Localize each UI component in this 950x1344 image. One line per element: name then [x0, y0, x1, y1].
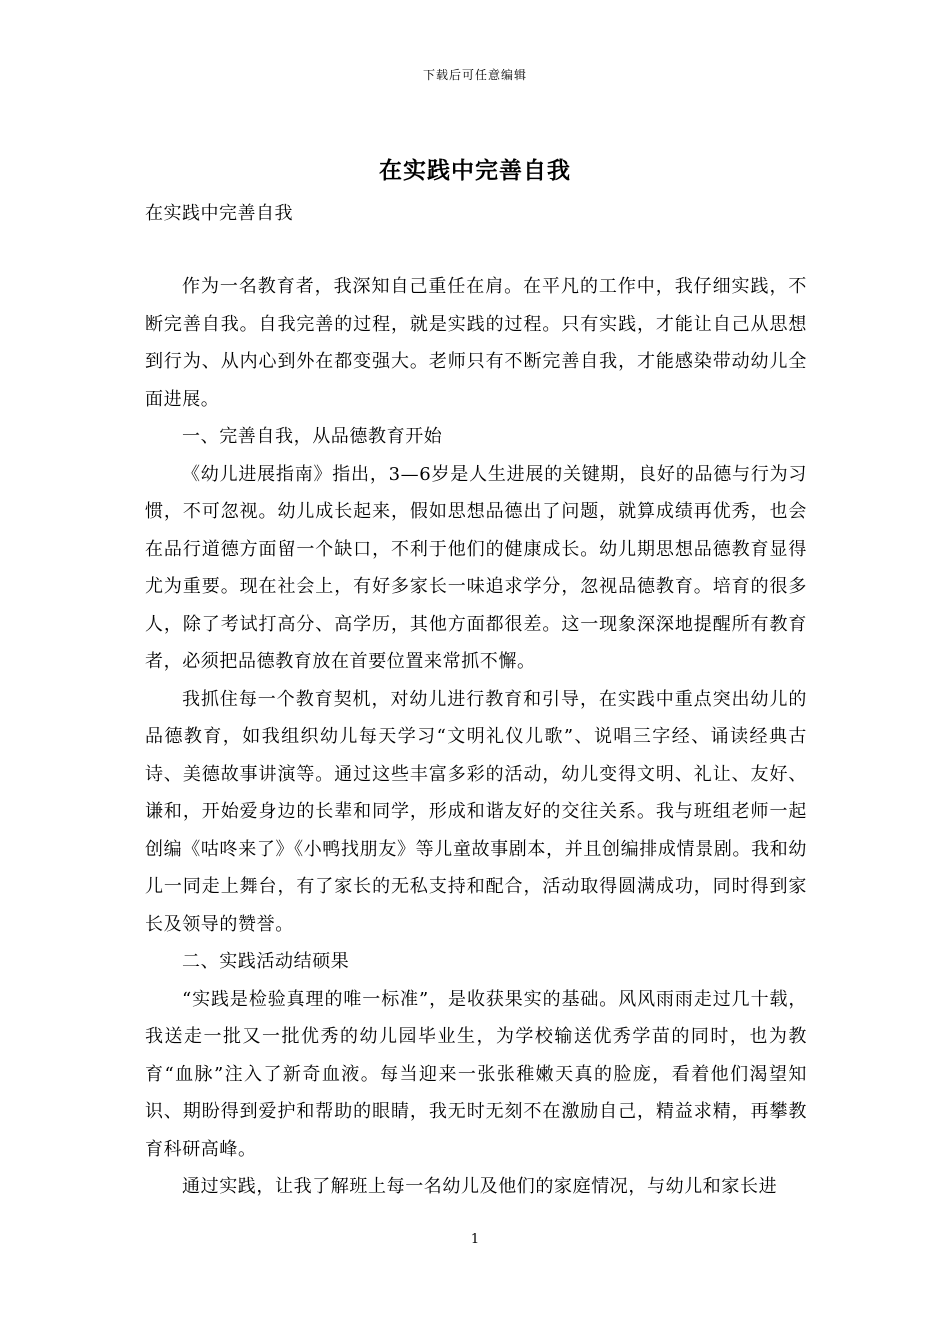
paragraph-guideline: 《幼儿进展指南》指出，3—6岁是人生进展的关键期，良好的品德与行为习惯，不可忽视。幼儿成长起来，假如思想品德出了问题，就算成绩再优秀，也会在品行道德方面留一个缺口，不利于他们的健康成长。幼儿期思想品德教育显得尤为重要。现在社会上，有好多家长一味追求学分，忽视品德教育。培育的很多人，除了考试打高分、高学历，其他方面都很差。这一现象深深地提醒所有教育者，必须把品德教育放在首要位置来常抓不懈。	[145, 463, 807, 672]
document-subtitle: 在实践中完善自我	[145, 203, 293, 224]
section-heading-1: 一、完善自我，从品德教育开始	[182, 426, 443, 447]
paragraph-continued: 通过实践，让我了解班上每一名幼儿及他们的家庭情况，与幼儿和家长进	[182, 1176, 778, 1197]
document-title: 在实践中完善自我	[379, 157, 571, 184]
paragraph-practice: “实践是检验真理的唯一标准”，是收获果实的基础。风风雨雨走过几十载，我送走一批又一批优秀的幼儿园毕业生，为学校输送优秀学苗的同时，也为教育“血脉”注入了新奇血液。每当迎来一张张稚嫩天真的脸庞，看着他们渴望知识、期盼得到爱护和帮助的眼睛，我无时无刻不在激励自己，精益求精，再攀教育科研高峰。	[145, 988, 807, 1160]
paragraph-activities: 我抓住每一个教育契机，对幼儿进行教育和引导，在实践中重点突出幼儿的品德教育，如我组织幼儿每天学习“文明礼仪儿歌”、说唱三字经、诵读经典古诗、美德故事讲演等。通过这些丰富多彩的活动，幼儿变得文明、礼让、友好、谦和，开始爱身边的长辈和同学，形成和谐友好的交往关系。我与班组老师一起创编《咕咚来了》《小鸭找朋友》等儿童故事剧本，并且创编排成情景剧。我和幼儿一同走上舞台，有了家长的无私支持和配合，活动取得圆满成功，同时得到家长及领导的赞誉。	[145, 688, 807, 935]
page-header-note: 下载后可任意编辑	[422, 68, 527, 82]
document-body	[145, 268, 807, 1206]
paragraph-intro: 作为一名教育者，我深知自己重任在肩。在平凡的工作中，我仔细实践，不断完善自我。自我完善的过程，就是实践的过程。只有实践，才能让自己从思想到行为、从内心到外在都变强大。老师只有不断完善自我，才能感染带动幼儿全面进展。	[145, 276, 807, 410]
section-heading-2: 二、实践活动结硕果	[182, 951, 350, 972]
page-number: 1	[470, 1232, 480, 1247]
